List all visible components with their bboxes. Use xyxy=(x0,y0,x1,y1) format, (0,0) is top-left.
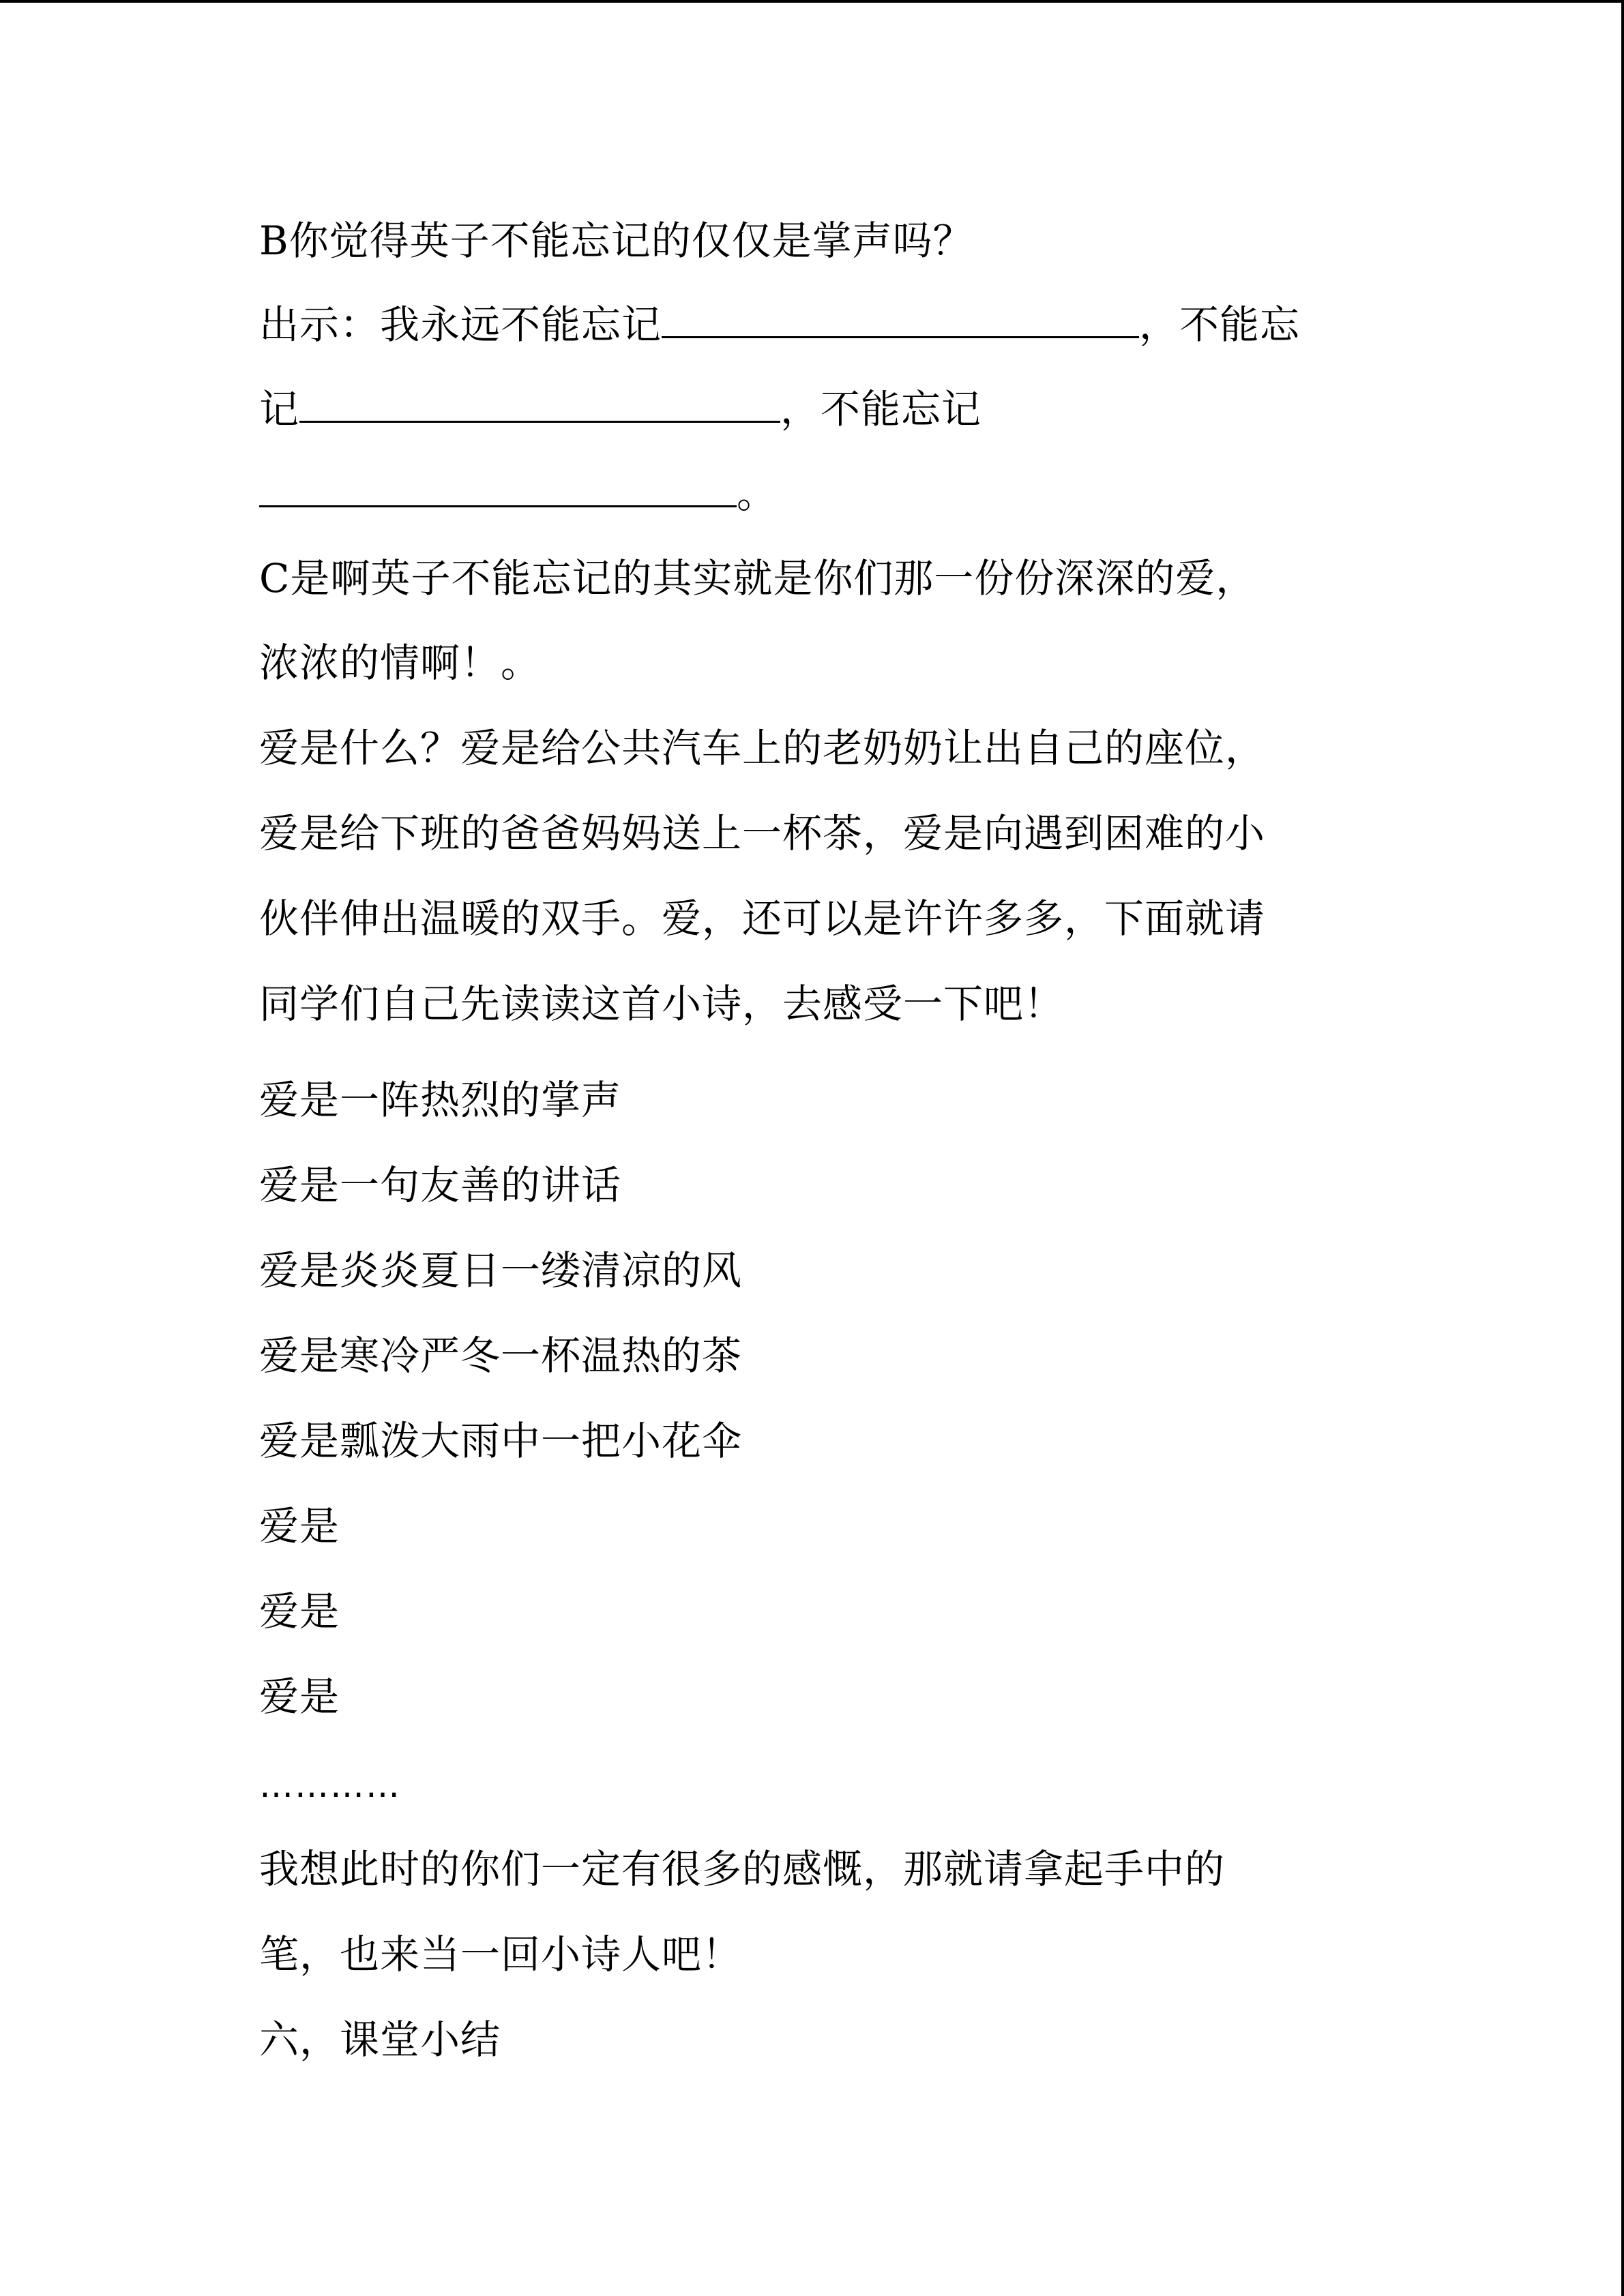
paragraph-line-3 xyxy=(259,895,1265,942)
paragraph-line-4 xyxy=(259,980,1064,1028)
section-c-text-1: C是啊英子不能忘记的其实就是你们那一份份深深的爱， xyxy=(259,555,1256,601)
poem-text: 爱是瓢泼大雨中一把小花伞 xyxy=(259,1418,743,1464)
page-top-border xyxy=(0,0,1624,3)
blank-field-2[interactable] xyxy=(299,387,780,423)
fill-blank-line-1 xyxy=(259,301,1300,348)
poem-text: 爱是一阵热烈的掌声 xyxy=(259,1077,622,1123)
paragraph-line-2 xyxy=(259,809,1265,857)
section-c-text-2: 浓浓的情啊！。 xyxy=(259,640,542,686)
paragraph-text-3: 伙伴伸出温暖的双手。爱，还可以是许许多多，下面就请 xyxy=(259,895,1266,942)
paragraph-text-4: 同学们自己先读读这首小诗，去感受一下吧！ xyxy=(259,981,1065,1027)
section-six-text: 六，课堂小结 xyxy=(259,2016,501,2063)
paragraph-text-1: 爱是什么？爱是给公共汽车上的老奶奶让出自己的座位， xyxy=(259,725,1266,771)
closing-text-1: 我想此时的你们一定有很多的感慨，那就请拿起手中的 xyxy=(259,1846,1226,1892)
section-b-question xyxy=(259,217,973,265)
poem-line xyxy=(259,1247,742,1294)
poem-line xyxy=(259,1161,621,1209)
fill-blank-line-2 xyxy=(259,385,981,433)
section-c-line-2 xyxy=(259,639,541,687)
paragraph-text-2: 爱是给下班的爸爸妈妈送上一杯茶，爱是向遇到困难的小 xyxy=(259,810,1266,856)
poem-text: 爱是一句友善的讲话 xyxy=(259,1162,622,1208)
section-b-question-text: B你觉得英子不能忘记的仅仅是掌声吗？ xyxy=(259,218,973,264)
poem-line xyxy=(259,1673,340,1720)
poem-text: 爱是 xyxy=(259,1503,340,1549)
closing-text-2: 笔，也来当一回小诗人吧！ xyxy=(259,1931,743,1978)
page-right-border xyxy=(1621,0,1624,2296)
poem-text: 爱是炎炎夏日一缕清凉的风 xyxy=(259,1247,743,1294)
separator-2: ，不能忘记 xyxy=(780,386,982,432)
separator-1: ，不能忘 xyxy=(1139,301,1301,348)
poem-text: 爱是寒冷严冬一杯温热的茶 xyxy=(259,1332,743,1379)
poem-line xyxy=(259,1587,340,1635)
closing-line-2 xyxy=(259,1930,742,1978)
closing-line-1 xyxy=(259,1845,1225,1893)
poem-text: 爱是 xyxy=(259,1588,340,1635)
end-mark: 。 xyxy=(737,471,778,517)
blank-field-3[interactable] xyxy=(259,471,737,507)
poem-text: 爱是 xyxy=(259,1673,340,1720)
poem-line xyxy=(259,1502,340,1550)
blank-field-1[interactable] xyxy=(662,302,1139,338)
poem-line xyxy=(259,1076,621,1124)
section-six-heading xyxy=(259,2016,501,2063)
section-c-line-1 xyxy=(259,554,1256,602)
paragraph-line-1 xyxy=(259,724,1265,772)
poem-line xyxy=(259,1417,742,1465)
prompt-label: 出示：我永远不能忘记 xyxy=(259,301,662,348)
ellipsis-line xyxy=(259,1759,401,1809)
fill-blank-line-3 xyxy=(259,470,777,518)
line2-start: 记 xyxy=(259,386,300,432)
ellipsis: ………… xyxy=(259,1765,401,1805)
poem-line xyxy=(259,1332,742,1380)
